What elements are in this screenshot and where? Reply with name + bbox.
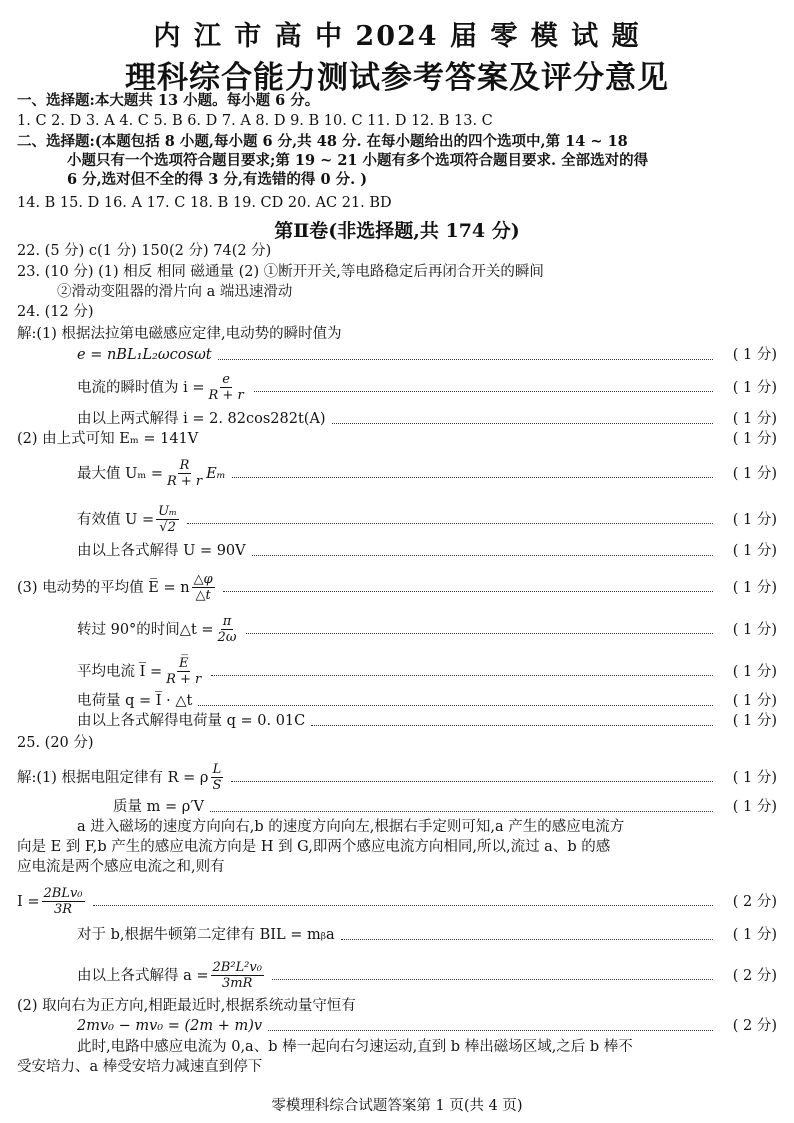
score: ( 1 分) — [732, 579, 777, 596]
time-label: 转过 90°的时间△t = — [77, 621, 214, 638]
score: ( 1 分) — [732, 411, 777, 427]
leader-dots — [268, 1030, 713, 1031]
mass-formula: 质量 m = ρ′V — [113, 799, 205, 815]
score: ( 1 分) — [732, 543, 777, 559]
max-voltage-fraction: $\frac{R}{R + r}$ — [166, 458, 203, 489]
leader-dots — [187, 523, 713, 524]
q25-paragraph1-line1: a 进入磁场的速度方向向右,b 的速度方向向左,根据右手定则可知,a 产生的感应电流方 — [77, 819, 625, 835]
score: ( 1 分) — [732, 799, 777, 815]
momentum-formula: 2mv₀ − mv₀ = (2m + m)v — [77, 1018, 263, 1034]
emf-max: (2) 由上式可知 Eₘ = 141V — [17, 431, 199, 447]
leader-dots — [341, 939, 713, 940]
q23-answer-line1: 23. (10 分) (1) 相反 相同 磁通量 (2) ①断开开关,等电路稳定后再闭合开关的瞬间 — [17, 264, 544, 280]
q24-current-solved-row — [77, 410, 777, 428]
q25-momentum-row — [77, 1017, 777, 1035]
q25-head: 25. (20 分) — [17, 735, 94, 751]
score: ( 2 分) — [732, 1018, 777, 1034]
resistance-fraction: $\frac{L}{S}$ — [212, 762, 222, 793]
score: ( 1 分) — [732, 621, 777, 638]
leader-dots — [254, 391, 713, 392]
acceleration-fraction: $\frac{\text{2B²L²v₀}}{3mR}$ — [212, 960, 262, 991]
leader-dots — [223, 591, 713, 592]
avg-emf-fraction: $\frac{\triangle\varphi}{\triangle t}$ — [193, 572, 213, 603]
current-solved: 由以上两式解得 i = 2. 82cos282t(A) — [77, 411, 326, 427]
leader-dots — [272, 979, 713, 980]
q25-current-fraction: $\frac{\text{2BLv₀}}{3R}$ — [43, 886, 83, 917]
q25-current-label: I = — [17, 893, 40, 910]
q24-time-row — [77, 614, 777, 645]
leader-dots — [93, 905, 713, 906]
newton-law: 对于 b,根据牛顿第二定律有 BIL = mᵦa — [77, 927, 335, 943]
part1-heading: 一、选择题:本大题共 13 小题。每小题 6 分。 — [17, 92, 320, 109]
q23-answer-line2: ②滑动变阻器的滑片向 a 端迅速滑动 — [57, 284, 293, 300]
resistance-label: 解:(1) 根据电阻定律有 R = ρ — [17, 769, 209, 786]
part2-heading-line1: 二、选择题:(本题包括 8 小题,每小题 6 分,共 48 分. 在每小题给出的四个选项中,第 14 ~ 18 — [17, 133, 628, 150]
score: ( 1 分) — [732, 431, 777, 447]
q25-paragraph1-line3: 应电流是两个感应电流之和,则有 — [17, 859, 225, 875]
part2-heading-line3: 6 分,选对但不全的得 3 分,有选错的得 0 分. ) — [67, 171, 368, 188]
q25-paragraph2-line1: 此时,电路中感应电流为 0,a、b 棒一起向右匀速运动,直到 b 棒出磁场区域,之后 b 棒不 — [77, 1039, 633, 1055]
score: ( 2 分) — [732, 893, 777, 910]
leader-dots — [252, 555, 713, 556]
leader-dots — [198, 705, 713, 706]
leader-dots — [311, 725, 713, 726]
section2-title: 第Ⅱ卷(非选择题,共 174 分) — [274, 220, 520, 242]
avg-current-fraction: $\frac{E̅}{R + r}$ — [166, 656, 202, 687]
q24-current-row — [77, 372, 777, 403]
q25-current-row — [17, 886, 777, 917]
max-voltage-em: Eₘ — [206, 465, 226, 482]
leader-dots — [332, 423, 713, 424]
avg-emf-label: (3) 电动势的平均值 E̅ = n — [17, 579, 190, 596]
score: ( 1 分) — [732, 713, 777, 729]
effective-fraction: $\frac{\text{Uₘ}}{√2}$ — [158, 504, 178, 535]
part1-answers: 1. C 2. D 3. A 4. C 5. B 6. D 7. A 8. D 9. B 10. C 11. D 12. B 13. C — [17, 113, 493, 129]
q22-answer: 22. (5 分) c(1 分) 150(2 分) 74(2 分) — [17, 243, 272, 259]
q25-mass-row — [113, 798, 777, 816]
score: ( 1 分) — [732, 511, 777, 528]
time-fraction: $\frac{\pi}{2\omega}$ — [217, 614, 237, 645]
score: ( 1 分) — [732, 693, 777, 709]
score: ( 1 分) — [732, 347, 777, 363]
q24-part2-row — [17, 430, 777, 448]
leader-dots — [218, 359, 713, 360]
score: ( 2 分) — [732, 967, 777, 984]
leader-dots — [211, 675, 713, 676]
q24-max-voltage-row — [77, 458, 777, 489]
q24-head: 24. (12 分) — [17, 304, 94, 320]
score: ( 1 分) — [732, 769, 777, 786]
q25-acceleration-row — [77, 960, 777, 991]
q25-newton-row — [77, 926, 777, 944]
score: ( 1 分) — [732, 927, 777, 943]
q25-resistance-row — [17, 762, 777, 793]
charge-solved: 由以上各式解得电荷量 q = 0. 01C — [77, 713, 306, 729]
acceleration-label: 由以上各式解得 a = — [77, 967, 209, 984]
leader-dots — [210, 811, 713, 812]
current-label: 电流的瞬时值为 i = — [77, 379, 205, 396]
q24-effective-row — [77, 504, 777, 535]
emf-formula: e = nBL₁L₂ωcosωt — [77, 347, 212, 363]
effective-label: 有效值 U = — [77, 511, 155, 528]
max-voltage-label: 最大值 Uₘ = — [77, 465, 163, 482]
q24-avg-current-row — [77, 656, 777, 687]
score: ( 1 分) — [732, 465, 777, 482]
q24-emf-row — [77, 346, 777, 364]
document-title: 理科综合能力测试参考答案及评分意见 — [125, 60, 669, 96]
charge-formula: 电荷量 q = I̅ · △t — [77, 693, 193, 709]
leader-dots — [232, 477, 713, 478]
q24-intro: 解:(1) 根据法拉第电磁感应定律,电动势的瞬时值为 — [17, 326, 342, 342]
score: ( 1 分) — [732, 379, 777, 396]
current-fraction: $\frac{e}{R + r}$ — [208, 372, 244, 403]
effective-solved: 由以上各式解得 U = 90V — [77, 543, 246, 559]
part2-heading-line2: 小题只有一个选项符合题目要求;第 19 ~ 21 小题有多个选项符合题目要求. 全部选对的得 — [67, 152, 649, 169]
q25-paragraph1-line2: 向是 E 到 F,b 产生的感应电流方向是 H 到 G,即两个感应电流方向相同,所以,流过 a、b 的感 — [17, 839, 611, 855]
q25-part2: (2) 取向右为正方向,相距最近时,根据系统动量守恒有 — [17, 998, 356, 1014]
q24-charge-solved-row — [77, 712, 777, 730]
exam-title: 内 江 市 高 中 2024 届 零 模 试 题 — [153, 21, 641, 52]
q24-avg-emf-row — [17, 572, 777, 603]
q24-charge-row — [77, 692, 777, 710]
avg-current-label: 平均电流 I̅ = — [77, 663, 163, 680]
leader-dots — [246, 633, 713, 634]
score: ( 1 分) — [732, 663, 777, 680]
part2-answers: 14. B 15. D 16. A 17. C 18. B 19. CD 20. AC 21. BD — [17, 195, 392, 211]
q25-paragraph2-line2: 受安培力、a 棒受安培力减速直到停下 — [17, 1059, 263, 1075]
leader-dots — [231, 781, 713, 782]
q24-effective-solved-row — [77, 542, 777, 560]
page-footer: 零模理科综合试题答案第 1 页(共 4 页) — [271, 1098, 523, 1114]
